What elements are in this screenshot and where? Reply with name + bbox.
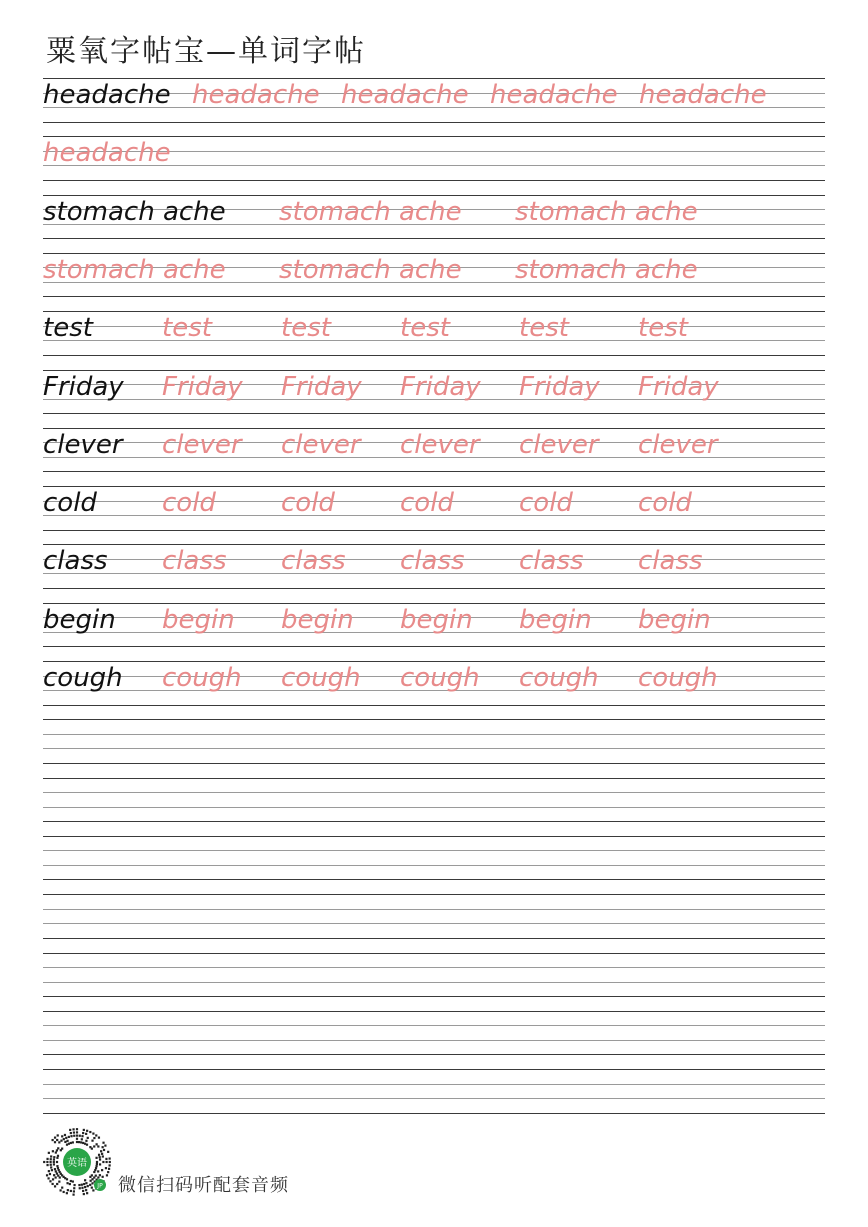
- trace-word: test: [400, 313, 450, 344]
- guide-line: [43, 296, 825, 297]
- qr-dot: [63, 1191, 65, 1193]
- qr-dot: [84, 1186, 86, 1188]
- guide-line: [43, 953, 825, 954]
- qr-dot: [63, 1138, 65, 1140]
- page-title: 粟氧字帖宝—单词字帖: [46, 34, 366, 69]
- qr-dot: [89, 1176, 91, 1178]
- writing-row: [43, 370, 825, 413]
- qr-dot: [54, 1168, 56, 1170]
- qr-dot: [76, 1128, 78, 1130]
- model-word: stomach ache: [43, 196, 226, 227]
- qr-dot: [86, 1144, 88, 1146]
- trace-word: cough: [400, 663, 480, 693]
- guide-line: [43, 195, 825, 196]
- guide-line: [43, 355, 825, 356]
- trace-word: cold: [162, 488, 216, 519]
- qr-dot: [101, 1169, 103, 1171]
- qr-dot: [59, 1176, 61, 1178]
- qr-dot: [64, 1134, 66, 1136]
- qr-dot: [49, 1173, 51, 1175]
- qr-dot: [91, 1140, 93, 1142]
- qr-dot: [78, 1184, 80, 1186]
- footer-caption: 微信扫码听配套音频: [118, 1175, 289, 1196]
- trace-word: stomach ache: [515, 254, 698, 285]
- qr-dot: [70, 1190, 72, 1192]
- qr-dot: [101, 1153, 103, 1155]
- trace-word: headache: [43, 138, 171, 169]
- qr-dot: [79, 1187, 81, 1189]
- qr-dot: [70, 1135, 72, 1137]
- guide-line: [43, 996, 825, 997]
- qr-dot: [96, 1163, 98, 1165]
- trace-word: class: [281, 546, 346, 577]
- qr-dot: [81, 1138, 83, 1140]
- qr-dot: [48, 1170, 50, 1172]
- qr-dot: [43, 1161, 45, 1163]
- qr-dot: [102, 1161, 104, 1163]
- qr-dot: [104, 1145, 106, 1147]
- qr-dot: [82, 1132, 84, 1134]
- trace-word: stomach ache: [279, 196, 462, 227]
- guide-line: [43, 603, 825, 604]
- qr-dot: [95, 1167, 97, 1169]
- guide-line: [43, 938, 825, 939]
- guide-line: [43, 1113, 825, 1114]
- guide-line: [43, 238, 825, 239]
- qr-dot: [98, 1154, 100, 1156]
- qr-dot: [84, 1143, 86, 1145]
- qr-dot: [85, 1140, 87, 1142]
- qr-dot: [102, 1142, 104, 1144]
- qr-dot: [99, 1174, 101, 1176]
- trace-word: cough: [638, 663, 718, 693]
- qr-dot: [69, 1129, 71, 1131]
- qr-dot: [53, 1156, 55, 1158]
- qr-dot: [60, 1140, 62, 1142]
- trace-word: class: [400, 546, 465, 577]
- qr-dot: [46, 1158, 48, 1160]
- writing-row: [43, 661, 825, 704]
- trace-word: headache: [192, 80, 320, 110]
- qr-dot: [102, 1146, 104, 1148]
- qr-dot: [85, 1133, 87, 1135]
- guide-line: [43, 253, 825, 254]
- qr-dot: [95, 1134, 97, 1136]
- qr-dot: [58, 1169, 60, 1171]
- blank-writing-row: [43, 894, 825, 937]
- qr-dot: [68, 1143, 70, 1145]
- qr-dot: [47, 1177, 49, 1179]
- guide-line: [43, 778, 825, 779]
- qr-dot: [99, 1156, 101, 1158]
- qr-dot: [56, 1139, 58, 1141]
- qr-dot: [55, 1176, 57, 1178]
- trace-word: test: [281, 313, 331, 344]
- qr-dot: [79, 1135, 81, 1137]
- qr-dot: [64, 1141, 66, 1143]
- qr-dot: [83, 1193, 85, 1195]
- qr-dot: [56, 1161, 58, 1163]
- qr-dot: [106, 1161, 108, 1163]
- qr-dot: [96, 1143, 98, 1145]
- guide-line: [43, 1054, 825, 1055]
- guide-line: [43, 544, 825, 545]
- guide-line: [43, 180, 825, 181]
- qr-dot: [92, 1132, 94, 1134]
- qr-dot: [76, 1138, 78, 1140]
- blank-writing-row: [43, 1011, 825, 1054]
- guide-line: [43, 763, 825, 764]
- qr-dot: [70, 1142, 72, 1144]
- qr-dot: [99, 1163, 101, 1165]
- writing-row: [43, 136, 825, 179]
- writing-row: [43, 428, 825, 471]
- guide-line-dashed: [43, 865, 825, 866]
- qr-dot: [102, 1155, 104, 1157]
- qr-dot: [61, 1135, 63, 1137]
- qr-dot: [97, 1176, 99, 1178]
- qr-dot: [107, 1151, 109, 1153]
- qr-dot: [54, 1137, 56, 1139]
- guide-line: [43, 719, 825, 720]
- qr-dot: [97, 1170, 99, 1172]
- qr-dot: [103, 1149, 105, 1151]
- qr-dot: [91, 1178, 93, 1180]
- qr-dot: [52, 1139, 54, 1141]
- trace-word: Friday: [162, 371, 243, 402]
- qr-dot: [57, 1155, 59, 1157]
- qr-dot: [82, 1142, 84, 1144]
- guide-line: [43, 894, 825, 895]
- qr-dot: [72, 1194, 74, 1196]
- qr-dot: [55, 1151, 57, 1153]
- qr-dot: [83, 1183, 85, 1185]
- guide-line: [43, 588, 825, 589]
- trace-word: cough: [162, 663, 242, 693]
- qr-dot: [105, 1158, 107, 1160]
- qr-dot: [84, 1179, 86, 1181]
- qr-dot: [86, 1130, 88, 1132]
- trace-word: class: [638, 546, 703, 577]
- qr-dot: [81, 1187, 83, 1189]
- trace-word: begin: [638, 604, 711, 635]
- qr-badge-label: 英语: [67, 1158, 87, 1169]
- trace-word: cold: [638, 488, 692, 519]
- trace-word: test: [519, 313, 569, 344]
- guide-line-dashed: [43, 1098, 825, 1099]
- guide-line: [43, 486, 825, 487]
- writing-row: [43, 311, 825, 354]
- model-word: cold: [43, 488, 97, 519]
- trace-word: clever: [400, 429, 480, 460]
- qr-dot: [90, 1180, 92, 1182]
- trace-word: headache: [490, 80, 618, 110]
- qr-dot: [86, 1192, 88, 1194]
- qr-dot: [55, 1170, 57, 1172]
- model-word: cough: [43, 663, 123, 693]
- qr-dot: [73, 1131, 75, 1133]
- qr-dot: [50, 1164, 52, 1166]
- writing-row: [43, 253, 825, 296]
- qr-dot: [87, 1185, 89, 1187]
- qr-dot: [73, 1184, 75, 1186]
- qr-dot: [53, 1163, 55, 1165]
- qr-dot: [56, 1183, 58, 1185]
- qr-dot: [50, 1161, 52, 1163]
- qr-dot: [108, 1168, 110, 1170]
- qr-dot: [109, 1164, 111, 1166]
- qr-dot: [72, 1141, 74, 1143]
- qr-dot: [58, 1181, 60, 1183]
- qr-dot: [56, 1157, 58, 1159]
- qr-dot: [92, 1189, 94, 1191]
- qr-dot: [50, 1155, 52, 1157]
- qr-dot: [56, 1149, 58, 1151]
- writing-row: [43, 544, 825, 587]
- qr-dot: [60, 1189, 62, 1191]
- qr-dot: [66, 1192, 68, 1194]
- guide-line: [43, 122, 825, 123]
- qr-dot: [54, 1185, 56, 1187]
- qr-dot: [76, 1141, 78, 1143]
- qr-dot: [85, 1182, 87, 1184]
- qr-dot: [91, 1182, 93, 1184]
- trace-word: Friday: [281, 371, 362, 402]
- qr-dot: [73, 1190, 75, 1192]
- qr-dot: [109, 1157, 111, 1159]
- qr-dot: [66, 1144, 68, 1146]
- guide-line-dashed: [43, 792, 825, 793]
- qr-code[interactable]: [42, 1127, 112, 1197]
- trace-word: cold: [400, 488, 454, 519]
- qr-dot: [70, 1180, 72, 1182]
- qr-dot: [89, 1131, 91, 1133]
- qr-dot: [73, 1187, 75, 1189]
- qr-dot: [109, 1161, 111, 1163]
- qr-dot: [52, 1183, 54, 1185]
- guide-line: [43, 136, 825, 137]
- guide-line-dashed: [43, 909, 825, 910]
- qr-dot: [61, 1187, 63, 1189]
- guide-line-dashed: [43, 1040, 825, 1041]
- blank-writing-row: [43, 778, 825, 821]
- guide-line-dashed: [43, 734, 825, 735]
- trace-word: cold: [519, 488, 573, 519]
- guide-line-dashed: [43, 1025, 825, 1026]
- guide-line: [43, 879, 825, 880]
- trace-word: begin: [400, 604, 473, 635]
- qr-dot: [56, 1173, 58, 1175]
- qr-dot: [102, 1176, 104, 1178]
- trace-word: stomach ache: [515, 196, 698, 227]
- writing-row: [43, 195, 825, 238]
- trace-word: clever: [281, 429, 361, 460]
- blank-writing-row: [43, 953, 825, 996]
- blank-writing-row: [43, 836, 825, 879]
- trace-word: stomach ache: [279, 254, 462, 285]
- qr-dot: [54, 1141, 56, 1143]
- guide-line: [43, 646, 825, 647]
- writing-row: [43, 603, 825, 646]
- qr-dot: [76, 1131, 78, 1133]
- qr-dot: [46, 1164, 48, 1166]
- qr-dot: [91, 1187, 93, 1189]
- trace-word: cough: [519, 663, 599, 693]
- qr-dot: [72, 1180, 74, 1182]
- guide-line: [43, 661, 825, 662]
- guide-line: [43, 78, 825, 79]
- trace-word: begin: [519, 604, 592, 635]
- guide-line-dashed: [43, 1084, 825, 1085]
- qr-dot: [105, 1167, 107, 1169]
- guide-line: [43, 1011, 825, 1012]
- qr-dot: [67, 1189, 69, 1191]
- model-word: begin: [43, 604, 116, 635]
- footer: [42, 1127, 442, 1197]
- guide-line-dashed: [43, 923, 825, 924]
- qr-dot: [70, 1132, 72, 1134]
- guide-line: [43, 471, 825, 472]
- qr-dot: [58, 1141, 60, 1143]
- qr-dot: [69, 1183, 71, 1185]
- qr-dot: [46, 1174, 48, 1176]
- qr-dot: [66, 1140, 68, 1142]
- model-word: headache: [43, 80, 171, 110]
- guide-line: [43, 1069, 825, 1070]
- qr-dot: [57, 1167, 59, 1169]
- qr-dot: [53, 1161, 55, 1163]
- trace-word: cold: [281, 488, 335, 519]
- model-word: Friday: [43, 371, 124, 402]
- guide-line: [43, 530, 825, 531]
- qr-dot: [46, 1161, 48, 1163]
- qr-dot: [57, 1134, 59, 1136]
- model-word: test: [43, 313, 93, 344]
- guide-line: [43, 821, 825, 822]
- qr-dot: [52, 1178, 54, 1180]
- trace-word: class: [162, 546, 227, 577]
- qr-dot: [95, 1157, 97, 1159]
- guide-line: [43, 413, 825, 414]
- trace-word: headache: [639, 80, 767, 110]
- guide-line-dashed: [43, 967, 825, 968]
- trace-word: test: [638, 313, 688, 344]
- qr-dot: [53, 1158, 55, 1160]
- blank-writing-row: [43, 1069, 825, 1112]
- qr-dot: [98, 1137, 100, 1139]
- guide-line: [43, 836, 825, 837]
- qr-dot: [99, 1158, 101, 1160]
- qr-dot: [91, 1148, 93, 1150]
- writing-sheet: [43, 0, 825, 1227]
- qr-dot: [100, 1150, 102, 1152]
- qr-dot: [95, 1175, 97, 1177]
- qr-dot: [61, 1148, 63, 1150]
- model-word: clever: [43, 429, 123, 460]
- writing-row: [43, 486, 825, 529]
- qr-dot: [95, 1165, 97, 1167]
- trace-word: Friday: [519, 371, 600, 402]
- qr-dot: [83, 1129, 85, 1131]
- model-word: class: [43, 546, 108, 577]
- trace-word: test: [162, 313, 212, 344]
- qr-dot: [57, 1175, 59, 1177]
- guide-line: [43, 311, 825, 312]
- qr-dot: [73, 1135, 75, 1137]
- trace-word: Friday: [638, 371, 719, 402]
- guide-line-dashed: [43, 807, 825, 808]
- qr-dot: [87, 1137, 89, 1139]
- trace-word: clever: [638, 429, 718, 460]
- qr-dot: [106, 1174, 108, 1176]
- qr-dot: [51, 1169, 53, 1171]
- qr-dot: [85, 1189, 87, 1191]
- qr-dot: [57, 1147, 59, 1149]
- qr-dot: [49, 1180, 51, 1182]
- qr-dot: [48, 1152, 50, 1154]
- qr-dot: [93, 1145, 95, 1147]
- trace-word: headache: [341, 80, 469, 110]
- qr-dot: [53, 1174, 55, 1176]
- qr-dot: [96, 1161, 98, 1163]
- trace-word: begin: [281, 604, 354, 635]
- qr-dot: [93, 1137, 95, 1139]
- qr-dot: [56, 1165, 58, 1167]
- qr-dot: [50, 1158, 52, 1160]
- qr-dot: [89, 1184, 91, 1186]
- qr-dot: [81, 1184, 83, 1186]
- qr-dot: [78, 1141, 80, 1143]
- qr-corner-label: JP: [97, 1182, 103, 1190]
- guide-line: [43, 705, 825, 706]
- guide-line: [43, 428, 825, 429]
- trace-word: clever: [162, 429, 242, 460]
- qr-dot: [72, 1128, 74, 1130]
- qr-dot: [52, 1150, 54, 1152]
- trace-word: class: [519, 546, 584, 577]
- blank-writing-row: [43, 719, 825, 762]
- guide-line-dashed: [43, 982, 825, 983]
- qr-dot: [68, 1136, 70, 1138]
- qr-dot: [66, 1182, 68, 1184]
- qr-dot: [76, 1135, 78, 1137]
- qr-dot: [65, 1137, 67, 1139]
- qr-dot: [97, 1145, 99, 1147]
- trace-word: clever: [519, 429, 599, 460]
- qr-dot: [81, 1135, 83, 1137]
- guide-line-dashed: [43, 748, 825, 749]
- trace-word: Friday: [400, 371, 481, 402]
- qr-dot: [50, 1166, 52, 1168]
- guide-line: [43, 370, 825, 371]
- writing-row: [43, 78, 825, 121]
- guide-line-dashed: [43, 850, 825, 851]
- qr-dot: [80, 1141, 82, 1143]
- trace-word: stomach ache: [43, 254, 226, 285]
- trace-word: begin: [162, 604, 235, 635]
- qr-dot: [93, 1171, 95, 1173]
- qr-dot: [107, 1171, 109, 1173]
- trace-word: cough: [281, 663, 361, 693]
- qr-dot: [82, 1190, 84, 1192]
